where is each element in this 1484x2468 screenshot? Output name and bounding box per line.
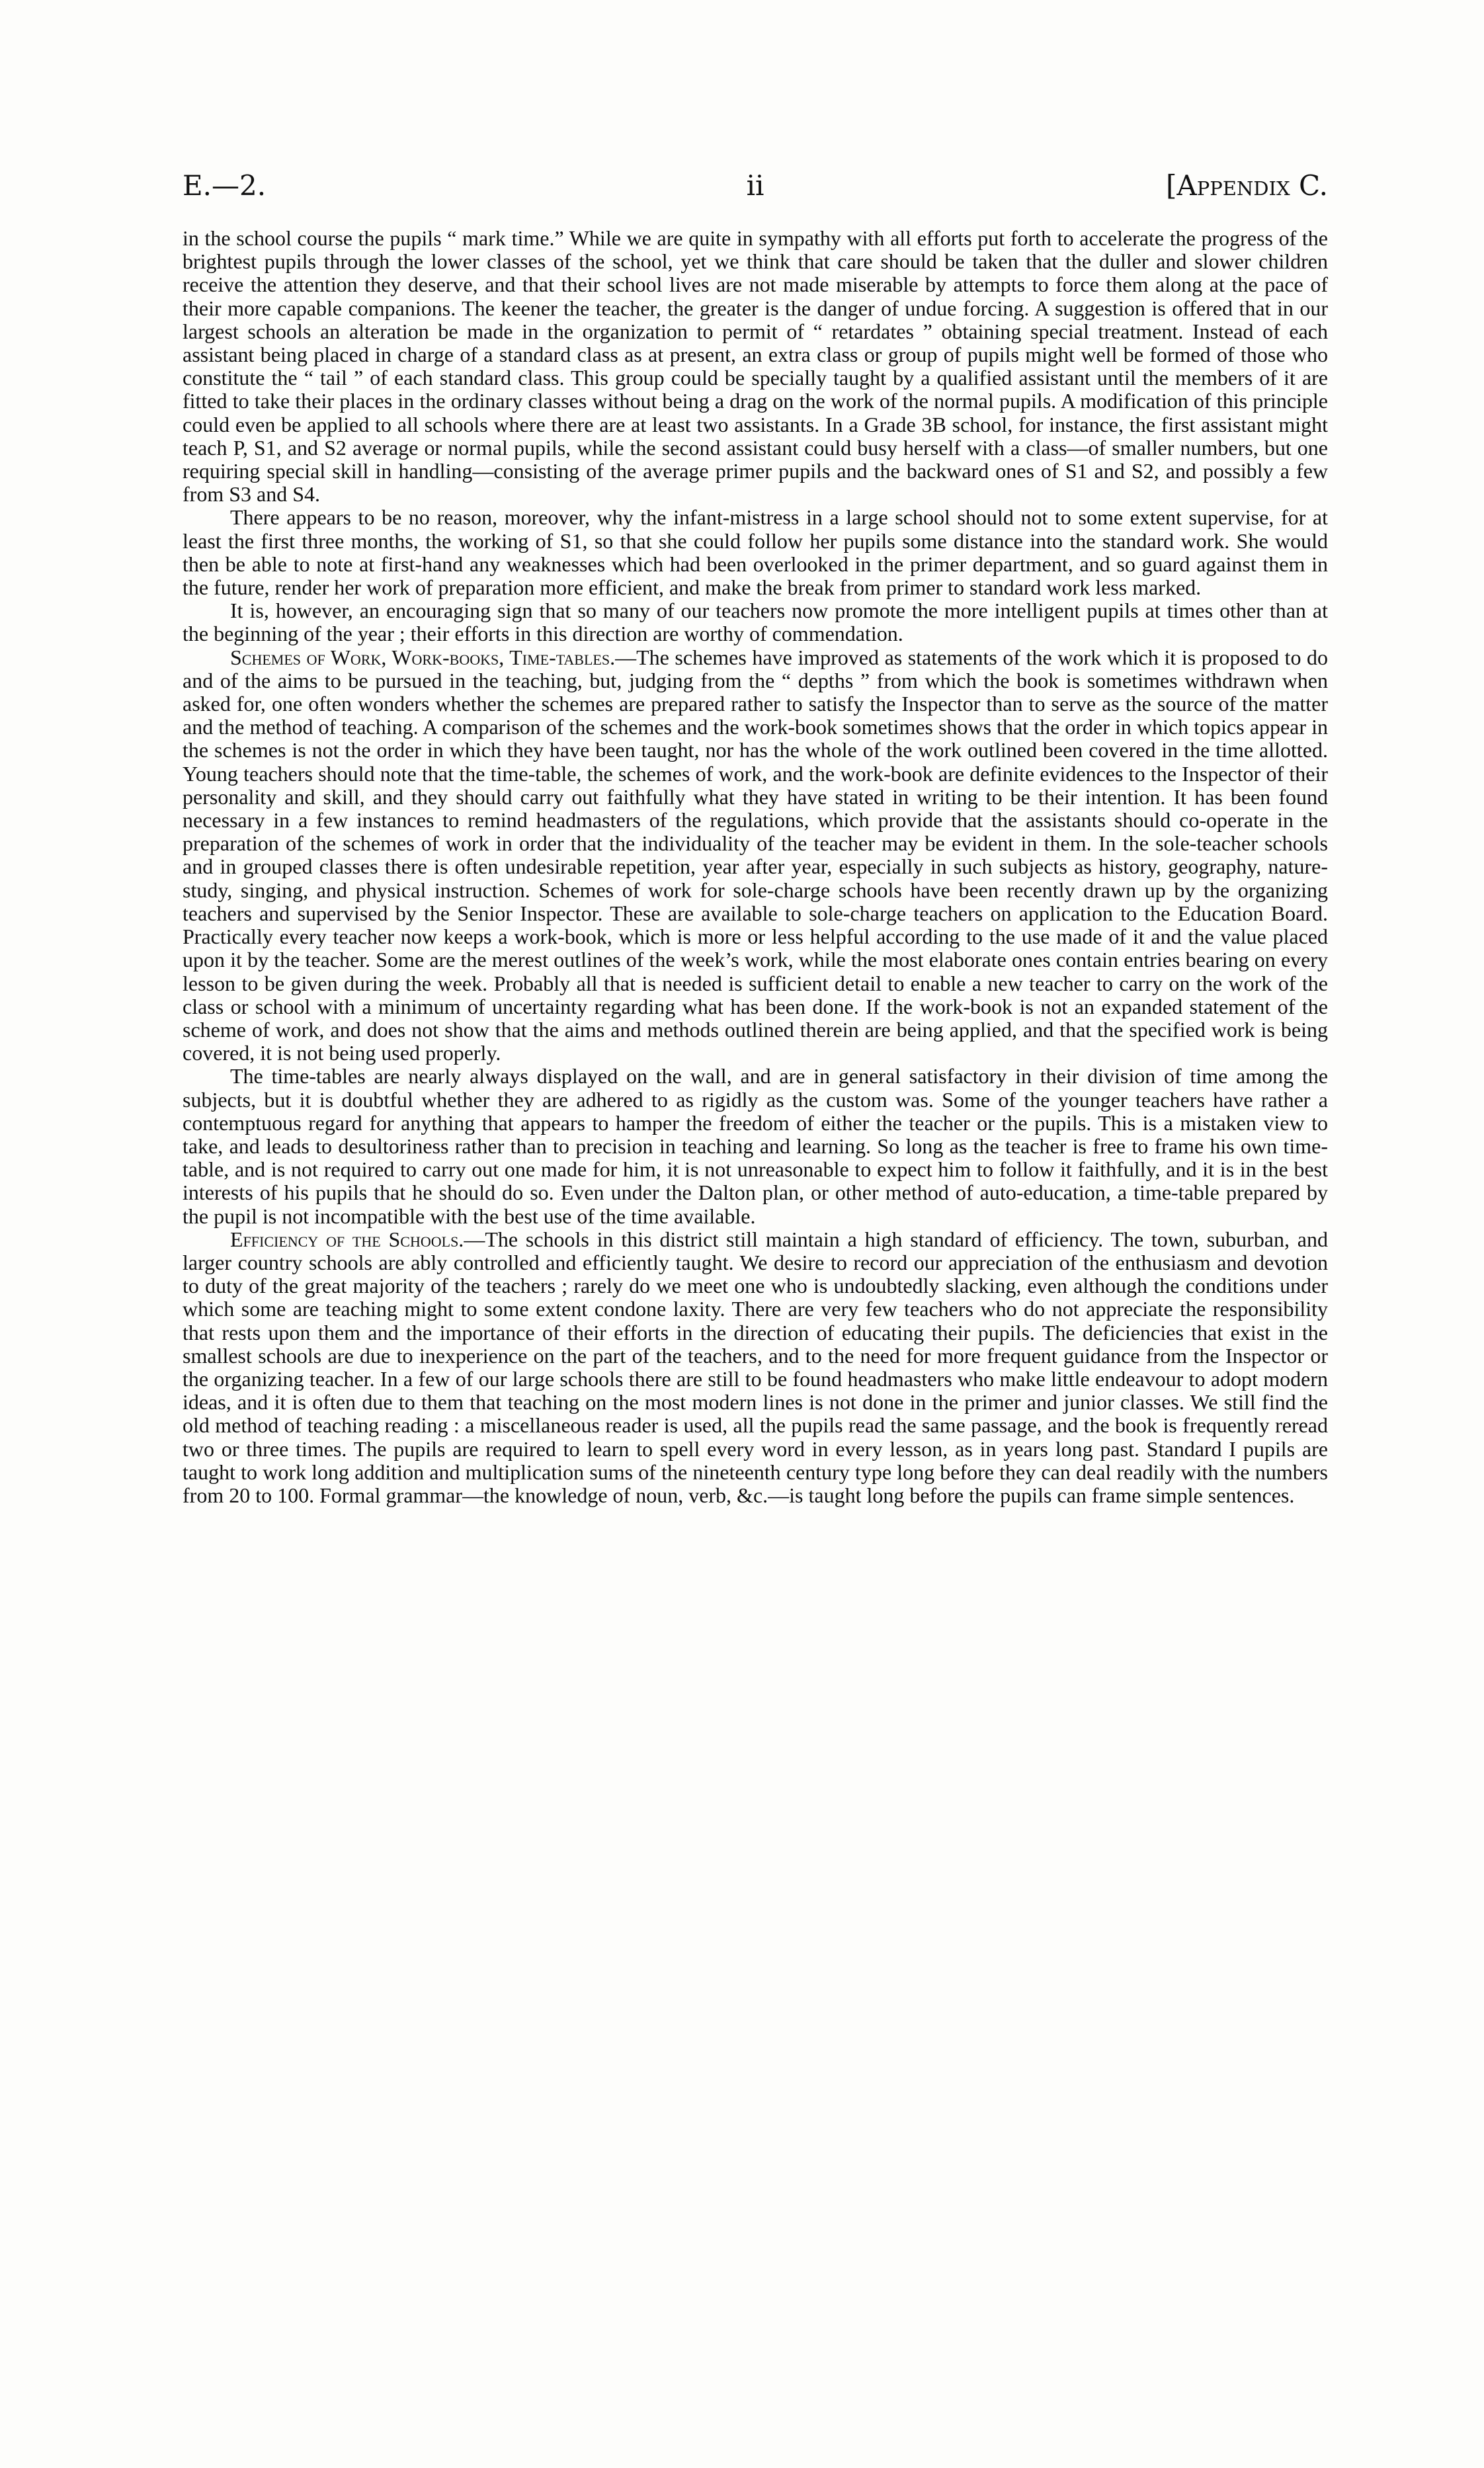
paragraph [183, 227, 1328, 506]
paragraph-text: —The schools in this district still maintain a high standard of efficiency. The town, suburban, and larger country schools are ably controlled and efficiently taught. We desire to record our appreciation of the enthusiasm and devotion to duty of the great majority of the teachers ; rarely do we meet one who is undoubtedly slacking, even although the conditions under which some are teaching might to some extent condone laxity. There are very few teachers who do not appreciate the responsibility that rests upon them and the importance of their efforts in the direction of educating their pupils. The deficiencies that exist in the smallest schools are due to inexperience on the part of the teachers, and to the need for more frequent guidance from the Inspector or the organizing teacher. In a few of our large schools there are still to be found headmasters who make little endeavour to adopt modern ideas, and it is often due to them that teaching on the most modern lines is not done in the primer and junior classes. We still find the old method of teaching reading : a miscellaneous reader is used, all the pupils read the same passage, and the book is frequently reread two or three times. The pupils are required to learn to spell every word in every lesson, as in years long past. Standard I pupils are taught to work long addition and multiplication sums of the nineteenth century type long before they can deal readily with the numbers from 20 to 100. Formal grammar—the knowledge of noun, verb, &c.—is taught long before the pupils can frame simple sentences. [183, 1227, 1329, 1507]
page-header [183, 169, 1328, 216]
paragraph [183, 646, 1328, 1065]
paragraph [183, 599, 1328, 645]
paragraph-text: in the school course the pupils “ mark time.” While we are quite in sympathy with all efforts put forth to accelerate the progress of the brightest pupils through the lower classes of the school, yet we think that care should be taken that the duller and slower children receive the attention they deserve, and that their school lives are not made miserable by attempts to force them along at the pace of their more capable companions. The keener the teacher, the greater is the danger of undue forcing. A suggestion is offered that in our largest schools an alteration be made in the organization to permit of “ retardates ” obtaining special treatment. Instead of each assistant being placed in charge of a standard class as at present, an extra class or group of pupils might well be formed of those who constitute the “ tail ” of each standard class. This group could be specially taught by a qualified assistant until the members of it are fitted to take their places in the ordinary classes without being a drag on the work of the normal pupils. A modification of this principle could even be applied to all schools where there are at least two assistants. In a Grade 3B school, for instance, the first assistant might teach P, S1, and S2 average or normal pupils, while the second assistant could busy herself with a class—of smaller numbers, but one requiring special skill in handling—consisting of the average primer pupils and the backward ones of S1 and S2, and possibly a few from S3 and S4. [183, 226, 1328, 507]
paragraph-text: There appears to be no reason, moreover, why the infant-mistress in a large school should not to some extent supervise, for at least the first three months, the working of S1, so that she could follow her pupils some distance into the standard work. She would then be able to note at first-hand any weaknesses which had been overlooked in the primer department, and so guard against them in the future, render her work of preparation more efficient, and make the break from primer to standard work less marked. [183, 505, 1328, 600]
paragraph-text: It is, however, an encouraging sign that so many of our teachers now promote the more intelligent pupils at times other than at the beginning of the year ; their efforts in this direction are worthy of commendation. [183, 598, 1328, 646]
paragraph [183, 1065, 1328, 1227]
section-heading: Efficiency of the Schools. [230, 1227, 464, 1251]
page-number: ii [746, 169, 764, 202]
section-heading: Schemes of Work, Work-books, Time-tables. [230, 645, 616, 669]
paragraph [183, 1228, 1328, 1507]
paragraph [183, 506, 1328, 599]
paragraph-text: The time-tables are nearly always displayed on the wall, and are in general satisfactory in their division of time among the subjects, but it is doubtful whether they are adhered to as rigidly as the custom was. Some of the younger teachers have rather a contemptuous regard for anything that appears to hamper the freedom of either the teacher or the pupils. This is a mistaken view to take, and leads to desultoriness rather than to precision in teaching and learning. So long as the teacher is free to frame his own time-table, and is not required to carry out one made for him, it is not unreasonable to expect him to follow it faithfully, and it is in the best interests of his pupils that he should do so. Even under the Dalton plan, or other method of auto-education, a time-table prepared by the pupil is not incompatible with the best use of the time available. [183, 1064, 1328, 1228]
paragraph-text: —The schemes have improved as statements of the work which it is proposed to do and of the aims to be pursued in the teaching, but, judging from the “ depths ” from which the book is sometimes withdrawn when asked for, one often wonders whether the schemes are prepared rather to satisfy the Inspector than to serve as the source of the matter and the method of teaching. A comparison of the schemes and the work-book sometimes shows that the order in which topics appear in the schemes is not the order in which they have been taught, nor has the whole of the work outlined been covered in the time allotted. Young teachers should note that the time-table, the schemes of work, and the work-book are definite evidences to the Inspector of their personality and skill, and they should carry out faithfully what they have stated in writing to be their intention. It has been found necessary in a few instances to remind headmasters of the regulations, which provide that the assistants should co-operate in the preparation of the schemes of work in order that the individuality of the teacher may be evident in them. In the sole-teacher schools and in grouped classes there is often undesirable repetition, year after year, especially in such subjects as history, geography, nature-study, singing, and physical instruction. Schemes of work for sole-charge schools have been recently drawn up by the organizing teachers and supervised by the Senior Inspector. These are available to sole-charge teachers on application to the Education Board. Practically every teacher now keeps a work-book, which is more or less helpful according to the use made of it and the value placed upon it by the teacher. Some are the merest outlines of the week’s work, while the most elaborate ones contain entries bearing on every lesson to be given during the week. Probably all that is needed is sufficient detail to enable a new teacher to carry on the work of the class or school with a minimum of uncertainty regarding what has been done. If the work-book is not an expanded statement of the scheme of work, and does not show that the aims and methods outlined therein are being applied, and that the specified work is being covered, it is not being used properly. [183, 645, 1329, 1065]
header-reference: E.—2. [183, 169, 267, 202]
body-text [183, 227, 1328, 1507]
header-appendix: [Appendix C. [1166, 169, 1328, 202]
